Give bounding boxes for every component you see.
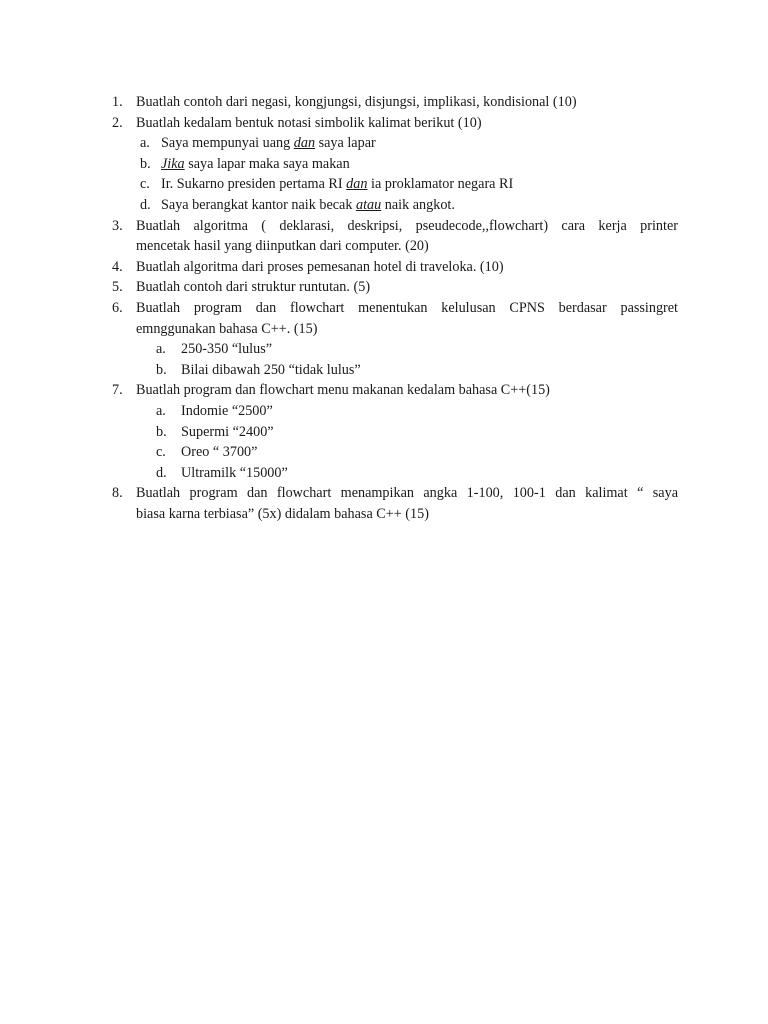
question-number: 8.: [112, 485, 123, 502]
question-text-line-2: emnggunakan bahasa C++. (15): [136, 320, 318, 337]
sub-item: [108, 442, 678, 463]
question-number: 5.: [112, 279, 123, 296]
question-number: 4.: [112, 258, 123, 275]
sub-item: [108, 360, 678, 381]
sub-item: [108, 422, 678, 443]
emphasized-word: atau: [356, 196, 382, 213]
sub-item: [108, 401, 678, 422]
question-text: Buatlah contoh dari negasi, kongjungsi, disjungsi, implikasi, kondisional (10): [136, 94, 577, 110]
question-3: [108, 216, 678, 257]
sub-text: ia proklamator negara RI: [367, 176, 514, 193]
sub-text: naik angkot.: [381, 196, 455, 213]
question-text-line-1: Buatlah program dan flowchart menentukan kelulusan CPNS berdasar passingret: [136, 299, 678, 316]
sub-item: [108, 154, 678, 175]
question-text: Buatlah kedalam bentuk notasi simbolik kalimat berikut (10): [136, 114, 482, 131]
question-2: [108, 113, 678, 134]
question-4: [108, 257, 678, 278]
sub-letter: a.: [140, 135, 150, 152]
question-number: 1.: [112, 94, 123, 110]
question-text: Buatlah program dan flowchart menu makanan kedalam bahasa C++(15): [136, 382, 550, 399]
question-text-line-2: biasa karna terbiasa” (5x) didalam bahasa C++ (15): [136, 505, 429, 522]
emphasized-word: Jika: [161, 155, 185, 172]
question-6: [108, 298, 678, 339]
sub-letter: b.: [140, 155, 151, 172]
sub-letter: d.: [140, 196, 151, 213]
sub-item: [108, 133, 678, 154]
sub-text: Indomie “2500”: [181, 402, 273, 419]
sub-letter: c.: [156, 444, 166, 461]
question-number: 2.: [112, 114, 123, 131]
question-7: [108, 380, 678, 401]
sub-item: [108, 195, 678, 216]
sub-letter: d.: [156, 464, 167, 481]
question-text: Buatlah contoh dari struktur runtutan. (5): [136, 279, 371, 296]
question-1: [108, 92, 678, 113]
question-list: [108, 92, 678, 524]
sub-text: Bilai dibawah 250 “tidak lulus”: [181, 361, 361, 378]
sub-text: Supermi “2400”: [181, 423, 274, 440]
emphasized-word: dan: [346, 176, 368, 193]
question-5: [108, 277, 678, 298]
emphasized-word: dan: [293, 135, 316, 152]
sub-text: 250-350 “lulus”: [181, 341, 273, 358]
sub-text: Ultramilk “15000”: [181, 464, 288, 481]
question-number: 7.: [112, 382, 123, 399]
sub-letter: b.: [156, 423, 167, 440]
sub-letter: a.: [156, 341, 166, 358]
question-number: 6.: [112, 299, 123, 316]
question-number: 3.: [112, 217, 123, 234]
sub-item: [108, 463, 678, 484]
sub-text: Oreo “ 3700”: [181, 444, 258, 461]
question-text: Buatlah algoritma dari proses pemesanan hotel di traveloka. (10): [136, 258, 504, 275]
question-text-line-2: mencetak hasil yang diinputkan dari computer. (20): [136, 238, 429, 255]
sub-text: Ir. Sukarno presiden pertama RI: [161, 176, 347, 193]
sub-letter: b.: [156, 361, 167, 378]
sub-text: Saya berangkat kantor naik becak: [161, 196, 356, 213]
sub-text: saya lapar: [315, 135, 376, 152]
sub-letter: a.: [156, 402, 166, 419]
question-8: [108, 483, 678, 524]
question-text-line-1: Buatlah program dan flowchart menampikan angka 1-100, 100-1 dan kalimat “ saya: [136, 485, 678, 502]
question-text-line-1: Buatlah algoritma ( deklarasi, deskripsi, pseudecode,,flowchart) cara kerja printer: [136, 217, 678, 234]
sub-item: [108, 339, 678, 360]
sub-text: saya lapar maka saya makan: [184, 155, 350, 172]
sub-text: Saya mempunyai uang: [161, 135, 294, 152]
sub-item: [108, 174, 678, 195]
sub-letter: c.: [140, 176, 150, 193]
